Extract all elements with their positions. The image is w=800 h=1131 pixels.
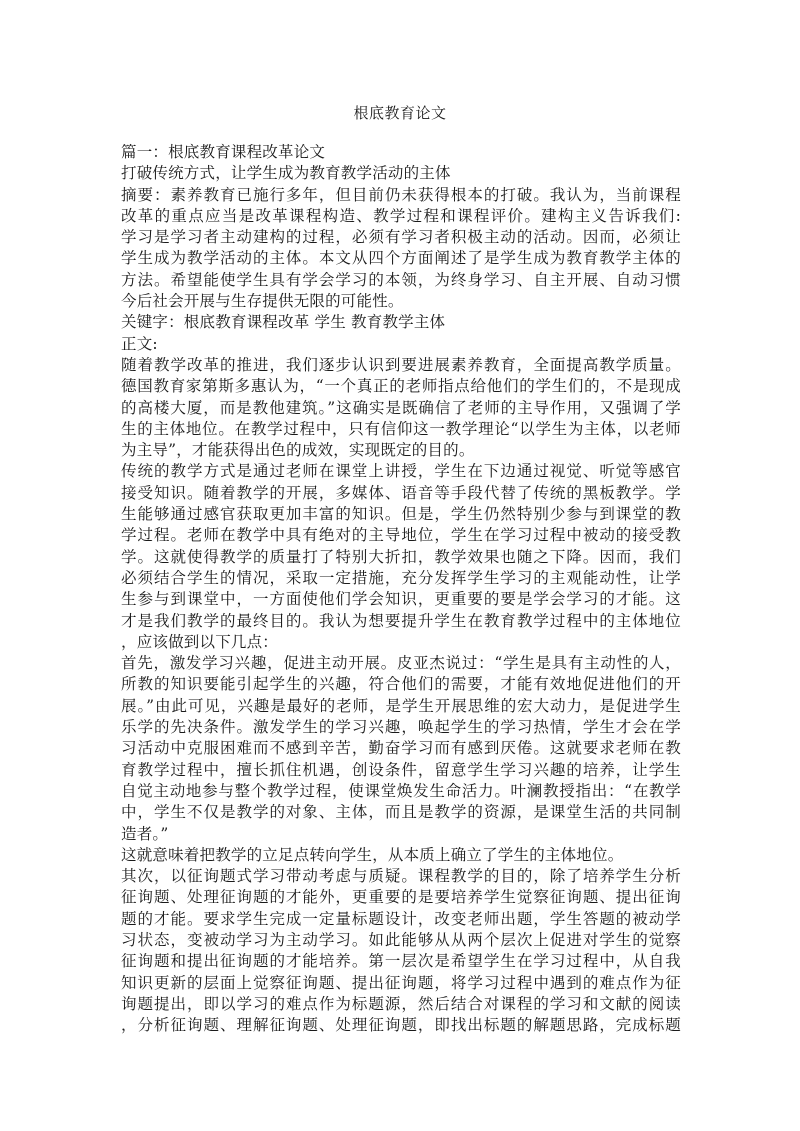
text-line: 学习是学习者主动建构的过程，必须有学习者积极主动的活动。因而，必须让: [121, 228, 681, 247]
text-line: 知识更新的层面上觉察征询题、提出征询题，将学习过程中遇到的难点作为征: [121, 973, 681, 992]
text-line: 首先，激发学习兴趣，促进主动开展。皮亚杰说过：“学生是具有主动性的人，: [121, 654, 681, 673]
text-line: 其次，以征询题式学习带动考虑与质疑。课程教学的目的，除了培养学生分析: [121, 867, 681, 886]
text-line: 摘要：素养教育已施行多年，但目前仍未获得根本的打破。我认为，当前课程: [121, 185, 681, 204]
text-line: 改革的重点应当是改革课程构造、教学过程和课程评价。建构主义告诉我们:: [121, 206, 681, 225]
text-line: 正文:: [121, 334, 158, 353]
text-line: 所教的知识要能引起学生的兴趣，符合他们的需要，才能有效地促进他们的开: [121, 675, 681, 694]
text-line: 德国教育家第斯多惠认为，“一个真正的老师指点给他们的学生们的，不是现成: [121, 377, 681, 396]
text-line: 造者。”: [121, 824, 169, 843]
text-line: 征询题和提出征询题的才能培养。第一层次是希望学生在学习过程中，从自我: [121, 952, 681, 971]
text-line: 关键字：根底教育课程改革 学生 教育教学主体: [121, 313, 446, 332]
text-line: 习活动中克服困难而不感到辛苦，勤奋学习而有感到厌倦。这就要求老师在教: [121, 739, 681, 758]
text-line: 为主导”，才能获得出色的成效，实现既定的目的。: [121, 441, 475, 460]
text-line: 接受知识。随着教学的开展，多媒体、语音等手段代替了传统的黑板教学。学: [121, 483, 681, 502]
document-body: [121, 142, 681, 1036]
text-line: 征询题、处理征询题的才能外，更重要的是要培养学生觉察征询题、提出征询: [121, 888, 681, 907]
text-line: 必须结合学生的情况，采取一定措施，充分发挥学生学习的主观能动性，让学: [121, 568, 681, 587]
text-line: 方法。希望能使学生具有学会学习的本领，为终身学习、自主开展、自动习惯: [121, 270, 681, 289]
text-line: 的高楼大厦，而是教他建筑。”这确实是既确信了老师的主导作用，又强调了学: [121, 398, 681, 417]
text-line: 打破传统方式，让学生成为教育教学活动的主体: [121, 164, 451, 183]
text-line: 今后社会开展与生存提供无限的可能性。: [121, 292, 404, 311]
text-line: 自觉主动地参与整个教学过程，使课堂焕发生命活力。叶澜教授指出：“在教学: [121, 781, 681, 800]
text-line: 生参与到课堂中，一方面使他们学会知识，更重要的要是学会学习的才能。这: [121, 590, 681, 609]
text-line: 询题提出，即以学习的难点作为标题源，然后结合对课程的学习和文献的阅读: [121, 994, 681, 1013]
text-line: 学过程。老师在教学中具有绝对的主导地位，学生在学习过程中被动的接受教: [121, 526, 681, 545]
document-title: 根底教育论文: [353, 104, 447, 122]
text-line: 随着教学改革的推进，我们逐步认识到要进展素养教育，全面提高教学质量。: [121, 355, 681, 374]
text-line: ，应该做到以下几点：: [121, 632, 279, 651]
text-line: 学生成为教学活动的主体。本文从四个方面阐述了是学生成为教育教学主体的: [121, 249, 681, 268]
text-line: 生能够通过感官获取更加丰富的知识。但是，学生仍然特别少参与到课堂的教: [121, 505, 681, 524]
text-line: 学。这就使得教学的质量打了特别大折扣，教学效果也随之下降。因而，我们: [121, 547, 681, 566]
text-line: 这就意味着把教学的立足点转向学生，从本质上确立了学生的主体地位。: [121, 845, 624, 864]
text-line: 才是我们教学的最终目的。我认为想要提升学生在教育教学过程中的主体地位: [121, 611, 681, 630]
text-line: 习状态，变被动学习为主动学习。如此能够从从两个层次上促进对学生的觉察: [121, 930, 681, 949]
text-line: 传统的教学方式是通过老师在课堂上讲授，学生在下边通过视觉、听觉等感官: [121, 462, 681, 481]
text-line: 篇一：根底教育课程改革论文: [121, 143, 326, 161]
text-line: 展。”由此可见，兴趣是最好的老师，是学生开展思维的宏大动力，是促进学生: [121, 696, 681, 715]
text-line: 育教学过程中，擅长抓住机遇，创设条件，留意学生学习兴趣的培养，让学生: [121, 760, 681, 779]
text-line: 生的主体地位。在教学过程中，只有信仰这一教学理论“以学生为主体，以老师: [121, 419, 681, 438]
text-line: 乐学的先决条件。激发学生的学习兴趣，唤起学生的学习热情，学生才会在学: [121, 718, 681, 737]
text-line: ，分析征询题、理解征询题、处理征询题，即找出标题的解题思路，完成标题: [121, 1016, 681, 1035]
text-line: 中，学生不仅是教学的对象、主体，而且是教学的资源，是课堂生活的共同制: [121, 803, 681, 822]
text-line: 题的才能。要求学生完成一定量标题设计，改变老师出题，学生答题的被动学: [121, 909, 681, 928]
